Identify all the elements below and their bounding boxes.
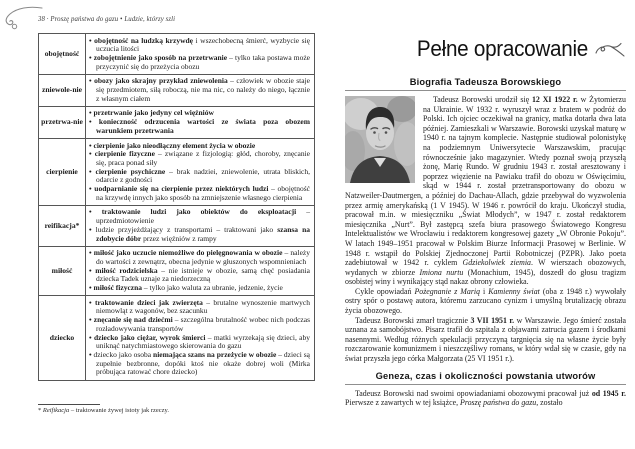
borowski-portrait-photo (345, 96, 415, 183)
table-row (39, 139, 315, 206)
term-cell: reifikacja* (39, 205, 86, 246)
bullet-item: • traktowanie dzieci jak zwierzęta – brutalne wynoszenie martwych niemowląt z wagonów, bez szacunku (89, 299, 310, 316)
bullet-item: • miłość fizyczna – tylko jako waluta za ubranie, jedzenie, życie (89, 284, 310, 293)
page-title: Pełne opracowanie (416, 36, 588, 61)
table-row (39, 34, 315, 75)
content-cell (86, 74, 315, 106)
bullet-item: • znęcanie się nad dziećmi – szczególna brutalność wobec nich podczas rozładowywania transportów (89, 316, 310, 333)
section-heading: Geneza, czas i okoliczności powstania utworów (345, 371, 626, 385)
content-cell (86, 139, 315, 206)
bullet-item: • cierpienie fizyczne – związane z fizjologią: głód, choroby, znęcanie się, praca ponad siły (89, 150, 310, 167)
content-cell (86, 246, 315, 296)
table-row (39, 296, 315, 380)
section-body (345, 95, 626, 364)
bullet-item: • obozy jako skrajny przykład zniewolenia – człowiek w obozie staje się przedmiotem, siłą roboczą, nie ma nic, co należy do niego, łącznie z własnym ciałem (89, 77, 310, 103)
page-content (345, 77, 626, 408)
title-flourish-icon (595, 41, 625, 58)
bullet-item: • miłość jako uczucie niemożliwe do pielęgnowania w obozie – należy do wartości z zewnątrz, obecna jedynie w głuszonych wspomnieniach (89, 249, 310, 266)
section-biography (345, 77, 626, 364)
biography-paragraph: Tadeusz Borowski urodził się 12 XI 1922 r. w Żytomierzu na Ukrainie. W 1932 r. wyruszył wraz z bratem w podróż do Polski. Ich ojciec oczekiwał na granicy, matka dotarła dwa lata później. Zamieszkali w Warszawie. Borowski uzyskał maturę w 1940 r. na tajnym komplecie. Następnie studiował polonistykę na podziemnym Uniwersytecie Warszawskim, pracując równocześnie jako magazynier. Wtedy poznał swoją przyszłą żonę, Marię Rundo. W grudniu 1943 r. został aresztowany i poprzez więzienie na Pawiaku trafił do obozu w Oświęcimiu, skąd w 1944 r. został przetransportowany do obozu w Natzweiler-Dautmergen, a później do Dachau-Allach, gdzie przebywał do wyzwolenia przez armię amerykańską (1 V 1945). W 1946 r. powrócił do kraju. Ukończył studia, pracował m.in. w miesięczniku „Świat Młodych”, w 1947 r. został redaktorem miesięcznika „Nurt”. Był zastępcą szefa biura prasowego Światowego Kongresu Intelektualistów we Wrocławiu i redaktorem kongresowej gazety „W Obronie Pokoju”. W latach 1949–1951 pracował w Polskim Biurze Informacji Prasowej w Berlinie. W 1948 r. wstąpił do Polskiej Zjednoczonej Partii Robotniczej (PZPR). Jako poeta zadebiutował w 1942 r. cyklem Gdziekolwiek ziemia. W wierszach obozowych, wydanych w zbiorze Imiona nurtu (Monachium, 1945), doszedł do głosu tragizm osobistej winy i wynikający stąd nakaz obrony człowieka. (345, 95, 626, 287)
term-cell: przetrwa-nie (39, 106, 86, 138)
section-genesis (345, 371, 626, 408)
bullet-item: • dziecko jako ciężar, wyrok śmierci – matki wyrzekają się dzieci, aby uniknąć natychmiastowego skierowania do gazu (89, 334, 310, 351)
table-row (39, 106, 315, 138)
biography-paragraph: Cykle opowiadań Pożegnanie z Marią i Kamienny świat (oba z 1948 r.) wywołały ostry spór o postawę autora, któremu zarzucano cynizm i umyślną brutalizację obrazu życia obozowego. (345, 286, 627, 316)
footnote-rule (38, 404, 100, 405)
content-cell (86, 205, 315, 246)
bullet-item: • dziecko jako osoba niemająca szans na przeżycie w obozie – dzieci są zupełnie bezbronne, dopóki ktoś nie okaże dobrej woli (Mirka próbująca ratować chore dziecko) (89, 351, 310, 377)
term-cell: cierpienie (39, 139, 86, 206)
bullet-item: • ludzie przyjeżdżający z transportami – traktowani jako szansa na zdobycie dóbr przez więźniów z rampy (89, 226, 310, 243)
bullet-item: • traktowanie ludzi jako obiektów do eksploatacji – uprzedmiotowienie (89, 208, 310, 225)
corner-flourish-icon (1, 5, 43, 33)
content-cell (86, 106, 315, 138)
term-cell: obojętność (39, 34, 86, 75)
bullet-item: • cierpienie jako nieodłączny element życia w obozie (89, 142, 310, 151)
bullet-item: • zobojętnienie jako sposób na przetrwanie – tylko taka postawa może przyczynić się do przeżycia obozu (89, 54, 310, 71)
bullet-item: • konieczność odrzucenia wartości ze świata poza obozem warunkiem przetrwania (89, 118, 310, 135)
bullet-item: • cierpienie psychiczne – brak nadziei, zniewolenie, utrata bliskich, odarcie z godności (89, 168, 310, 185)
section-body (345, 389, 626, 408)
term-cell: dziecko (39, 296, 86, 380)
genesis-paragraph: Tadeusz Borowski nad swoimi opowiadaniami obozowymi pracował już od 1945 r. Pierwsze z zawartych w tej książce, Proszę państwa do gazu, zostało (345, 388, 627, 408)
bullet-item: • uodparnianie się na cierpienie przez niektórych ludzi – obojętność na krzywdę innych jako sposób na zmniejszenie własnego cierpienia (89, 185, 310, 202)
content-cell (86, 296, 315, 380)
table-row (39, 205, 315, 246)
table-row (39, 246, 315, 296)
content-cell (86, 34, 315, 75)
footnote: * Reifikacja – traktowanie żywej istoty jak rzeczy. (38, 407, 169, 414)
table-row (39, 74, 315, 106)
running-header: 38 · Proszę państwa do gazu • Ludzie, którzy szli (38, 16, 176, 23)
term-cell: miłość (39, 246, 86, 296)
bullet-item: • miłość rodzicielska – nie istnieje w obozie, samą chęć posiadania dziecka Tadek uznaje za niedorzeczną (89, 267, 310, 284)
right-page (330, 0, 635, 449)
bullet-item: • przetrwanie jako jedyny cel więźniów (89, 109, 310, 118)
page-title-row (406, 36, 625, 62)
themes-table (38, 33, 315, 381)
section-heading: Biografia Tadeusza Borowskiego (345, 77, 626, 91)
bullet-item: • obojętność na ludzką krzywdę i wszechobecną śmierć, wyzbycie się uczucia litości (89, 37, 310, 54)
term-cell: zniewole-nie (39, 74, 86, 106)
biography-paragraph: Tadeusz Borowski zmarł tragicznie 3 VII 1951 r. w Warszawie. Jego śmierć została uznana za samobójstwo. Pisarz trafił do szpitala z objawami zatrucia gazem i środkami nasennymi. Według różnych spekulacji przyczyną targnięcia się na własne życie były rozczarowanie komunizmem i nieszczęśliwy romans, w który wdał się w czasie, gdy na świat przyszła jego córka Małgorzata (25 VI 1951 r.). (345, 315, 626, 364)
